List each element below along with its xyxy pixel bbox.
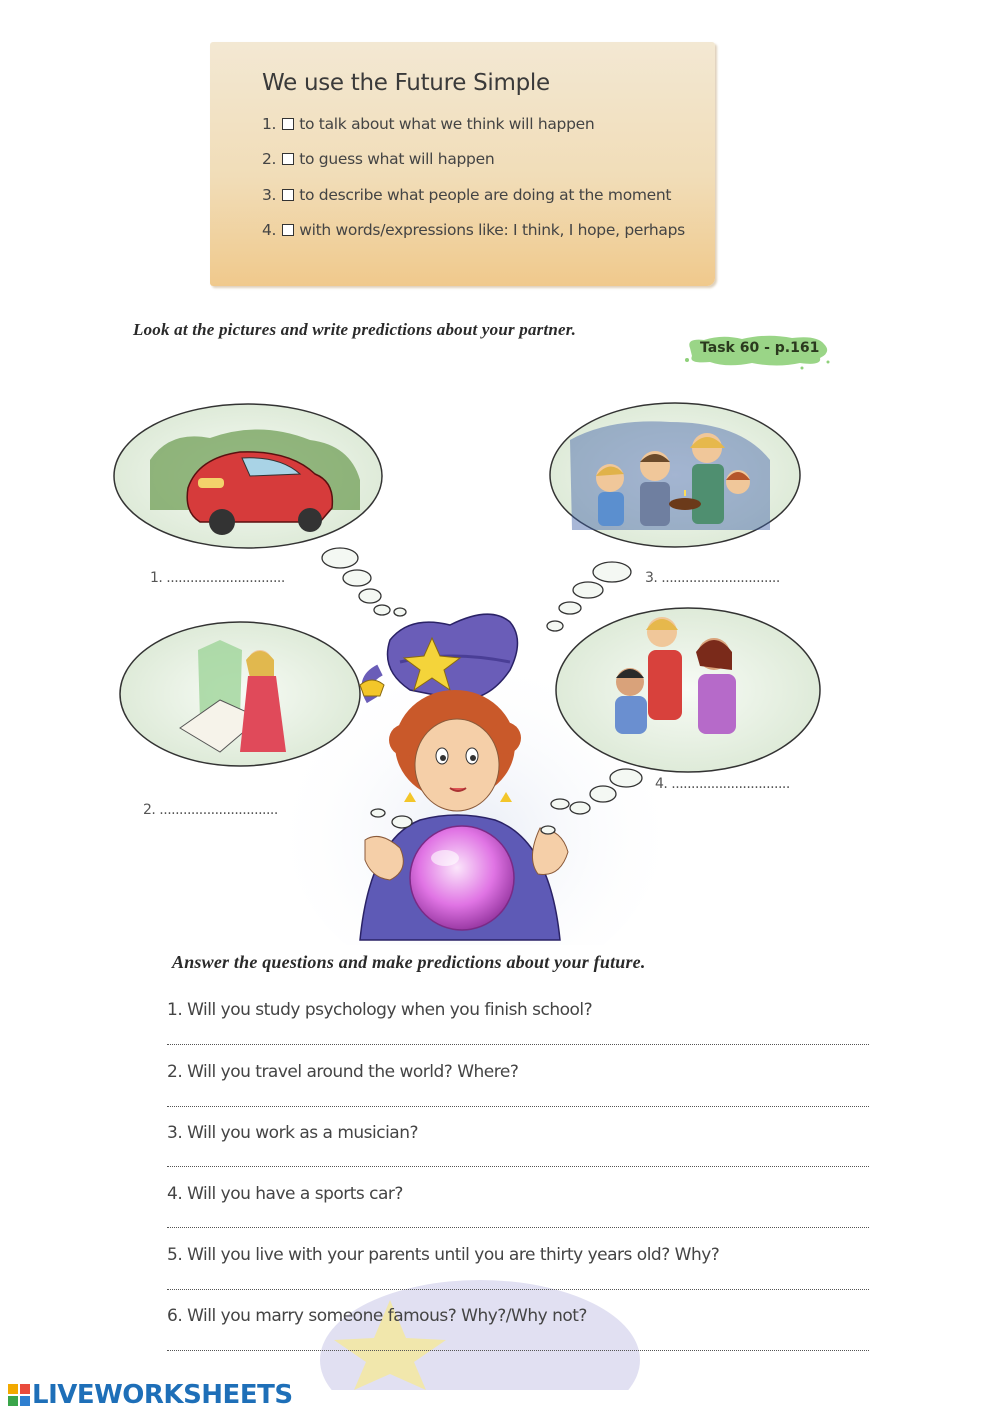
checkbox-2[interactable] xyxy=(282,153,294,165)
prediction-label-4[interactable]: 4. .............................. xyxy=(655,776,790,792)
answer-line-6[interactable] xyxy=(167,1350,869,1351)
rule-number: 1. xyxy=(262,115,277,133)
rule-item xyxy=(262,221,685,239)
fortune-teller-illustration xyxy=(110,400,830,945)
questions-instruction: Answer the questions and make predictions about your future. xyxy=(172,952,646,972)
bubble-family xyxy=(550,403,800,547)
rule-text: to talk about what we think will happen xyxy=(299,115,595,133)
lamp-icon xyxy=(360,680,384,696)
rule-text: to describe what people are doing at the moment xyxy=(299,186,672,204)
rule-item xyxy=(262,115,594,133)
prediction-label-3[interactable]: 3. .............................. xyxy=(645,570,780,586)
question-1: 1. Will you study psychology when you finish school? xyxy=(167,1000,593,1020)
answer-line-4[interactable] xyxy=(167,1227,869,1228)
bubble-designer xyxy=(120,622,360,766)
bubble-friends xyxy=(556,608,820,772)
answer-line-3[interactable] xyxy=(167,1166,869,1167)
checkbox-1[interactable] xyxy=(282,118,294,130)
question-4: 4. Will you have a sports car? xyxy=(167,1184,403,1204)
task-label: Task 60 - p.161 xyxy=(700,340,820,356)
liveworksheets-logo[interactable] xyxy=(8,1380,293,1410)
rule-number: 2. xyxy=(262,150,277,168)
answer-line-1[interactable] xyxy=(167,1044,869,1045)
checkbox-3[interactable] xyxy=(282,189,294,201)
rule-item xyxy=(262,150,494,168)
brand-text: LIVEWORKSHEETS xyxy=(32,1380,293,1410)
rule-number: 3. xyxy=(262,186,277,204)
answer-line-5[interactable] xyxy=(167,1289,869,1290)
liveworksheets-icon xyxy=(8,1384,30,1406)
question-3: 3. Will you work as a musician? xyxy=(167,1123,419,1143)
question-6: 6. Will you marry someone famous? Why?/Why not? xyxy=(167,1306,587,1326)
prediction-label-2[interactable]: 2. .............................. xyxy=(143,802,278,818)
rule-text: with words/expressions like: I think, I hope, perhaps xyxy=(299,221,685,239)
prediction-label-1[interactable]: 1. .............................. xyxy=(150,570,285,586)
bubble-car xyxy=(114,404,382,548)
rule-title: We use the Future Simple xyxy=(262,70,550,96)
predictions-instruction: Look at the pictures and write predictions about your partner. xyxy=(133,320,577,339)
rule-item xyxy=(262,186,671,204)
question-2: 2. Will you travel around the world? Where? xyxy=(167,1062,519,1082)
rule-number: 4. xyxy=(262,221,277,239)
question-5: 5. Will you live with your parents until you are thirty years old? Why? xyxy=(167,1245,720,1265)
rule-text: to guess what will happen xyxy=(299,150,495,168)
answer-line-2[interactable] xyxy=(167,1106,869,1107)
checkbox-4[interactable] xyxy=(282,224,294,236)
